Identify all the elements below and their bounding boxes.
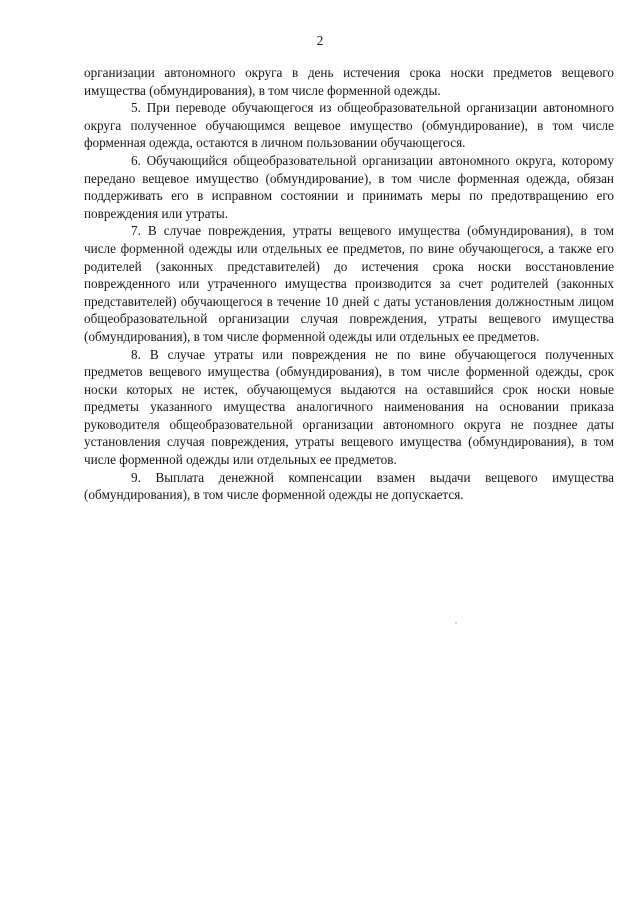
document-body [84, 64, 614, 504]
paragraph-item-7: 7. В случае повреждения, утраты вещевого имущества (обмундирования), в том числе форменной одежды или отдельных ее предметов, по вине обучающегося, а также его родителей (законных представителей) до истечения срока носки восстановление поврежденного или утраченного имущества производится за счет родителей (законных представителей) обучающегося в течение 10 дней с даты установления должностным лицом общеобразовательной организации случая повреждения, утраты вещевого имущества (обмундирования), в том числе форменной одежды или отдельных ее предметов. [84, 223, 614, 344]
page-number: 2 [316, 33, 324, 48]
paragraph-item-8: 8. В случае утраты или повреждения не по вине обучающегося полученных предметов вещевого имущества (обмундирования), в том числе форменной одежды, срок носки которых не истек, обучающемуся выдаются на оставшийся срок носки новые предметы указанного имущества аналогичного наименования на основании приказа руководителя общеобразовательной организации автономного округа не позднее даты установления случая повреждения, утраты вещевого имущества (обмундирования), в том числе форменной одежды или отдельных ее предметов. [84, 346, 614, 468]
paragraph-item-6: 6. Обучающийся общеобразовательной организации автономного округа, которому передано вещевое имущество (обмундирование), в том числе форменная одежда, обязан поддерживать его в исправном состоянии и принимать меры по предотвращению его повреждения или утраты. [84, 152, 614, 221]
paragraph-continuation: организации автономного округа в день истечения срока носки предметов вещевого имущества (обмундирования), в том числе форменной одежды. [84, 65, 614, 98]
scan-speck [455, 622, 457, 624]
paragraph-item-9: 9. Выплата денежной компенсации взамен выдачи вещевого имущества (обмундирования), в том числе форменной одежды не допускается. [84, 469, 614, 503]
paragraph-item-5: 5. При переводе обучающегося из общеобразовательной организации автономного округа полученное обучающимся вещевое имущество (обмундирование), в том числе форменная одежда, остаются в личном пользовании обучающегося. [84, 100, 614, 151]
